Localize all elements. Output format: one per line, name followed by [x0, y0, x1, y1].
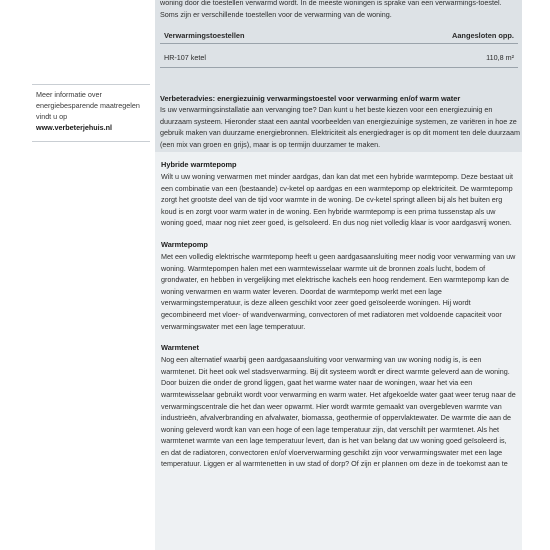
main-content: [155, 0, 522, 550]
advice-text: Is uw verwarmingsinstallatie aan vervanging toe? Dan kunt u het beste kiezen voor een energiezuinig en duurzaam systeem. Hieronder staat een aantal voorbeelden van energiezuinige systemen, ze variëren in hoe ze gebruik maken van duurzame energiebronnen. Elektriciteit als energiedrager is op dit moment ten dele duurzaam (een mix van groen en grijs), maar is op termijn duurzamer te maken.: [160, 105, 520, 149]
section-heat-network: [161, 342, 516, 470]
section-hybrid-heatpump: [161, 159, 516, 229]
section-title: Hybride warmtepomp: [161, 160, 237, 169]
table-cell-device: HR-107 ketel: [164, 53, 206, 62]
table-header-area: Aangesloten opp.: [451, 31, 514, 40]
section-title: Warmtepomp: [161, 239, 208, 249]
table-cell-area: 110,8 m²: [486, 53, 514, 62]
table-header-device: Verwarmingstoestellen: [164, 31, 245, 40]
advice-heading: Verbeteradvies: energiezuinig verwarmingstoestel voor verwarming en/of warm water: [160, 94, 461, 103]
section-text: Met een volledig elektrische warmtepomp heeft u geen aardgasaansluiting meer nodig voor verwarming van uw woning. Warmtepompen halen met een warmtewisselaar warmte uit de bronnen zoals lucht, bodem of grondwater, en hebben in vergelijking met elektrische kachels een hoog rendement. Een warmtepomp kan de woning verwarmen en warm water leveren. Doordat de warmtepomp werkt met een lage verwarmingstemperatuur, is deze alleen geschikt voor zeer goed geïsoleerde woningen. Hij wordt gecombineerd met vloer- of wandverwarming, convectoren of met radiatoren met voldoende capaciteit voor verwarmingswater met een lage temperatuur.: [161, 251, 516, 331]
heating-devices-table: [160, 28, 518, 68]
section-title: Warmtenet: [161, 343, 199, 353]
section-text: Nog een alternatief waarbij geen aardgasaansluiting voor verwarming van uw woning nodig is, is een warmtenet. Dit heet ook wel stadsverwarming. Bij dit systeem wordt er direct warmte geleverd aan de woning. Door buizen die onder de grond liggen, gaat het warme water naar de woningen, waar het via een warmtewisselaar gebruikt wordt voor verwarming en warm water. Het afgekoelde water gaat weer terug naar de verwarmingscentrale die het dan weer opwarmt. Hier wordt warmte gemaakt van overgebleven warmte van industrieën, afvalverbranding en afvalwater, biomassa, geothermie of oppervlaktewater. De warmte die aan de woning geleverd wordt kan van een hoge of een lage temperatuur zijn, dat verschilt per warmtenet. Als het warmtenet warmte van een lage temperatuur levert, dan is het van belang dat uw woning goed geïsoleerd is, en dat de radiatoren, convectoren en/of vloerverwarming geschikt zijn voor verwarmingswater met een lage temperatuur. Liggen er al warmtenetten in uw stad of dorp? Of zijn er plannen om deze in de toekomst aan te: [161, 355, 516, 469]
sidebar-info-box: [32, 84, 150, 142]
table-header: [160, 28, 518, 44]
sidebar-link[interactable]: www.verbeterjehuis.nl: [36, 123, 113, 132]
table-row: [160, 44, 518, 68]
options-panel: [155, 152, 522, 550]
section-text: Wilt u uw woning verwarmen met minder aardgas, dan kan dat met een hybride warmtepomp. Deze bestaat uit een combinatie van een (bestaande) cv-ketel op aardgas en een warmtepomp op elektriciteit. De warmtepomp zorgt het grootste deel van de tijd voor warmte in de woning. De cv-ketel springt alleen bij als het buiten erg koud is en zorgt voor warm water in de woning. Een hybride warmtepomp is een prima tussenstap als uw woning goed, maar nog niet zeer goed, is geïsoleerd. En dus nog niet volledig klaar is voor aardgasvrij wonen.: [161, 172, 513, 228]
intro-text: woning door die toestellen verwarmd wordt. In de meeste woningen is sprake van een verwarmings-toestel. Soms zijn er verschillende toestellen voor de verwarming van de woning.: [160, 0, 502, 19]
sidebar-info-text: Meer informatie over energiebesparende maatregelen vindt u op: [36, 90, 140, 121]
advice-block: [160, 93, 520, 150]
section-heatpump: [161, 239, 516, 332]
